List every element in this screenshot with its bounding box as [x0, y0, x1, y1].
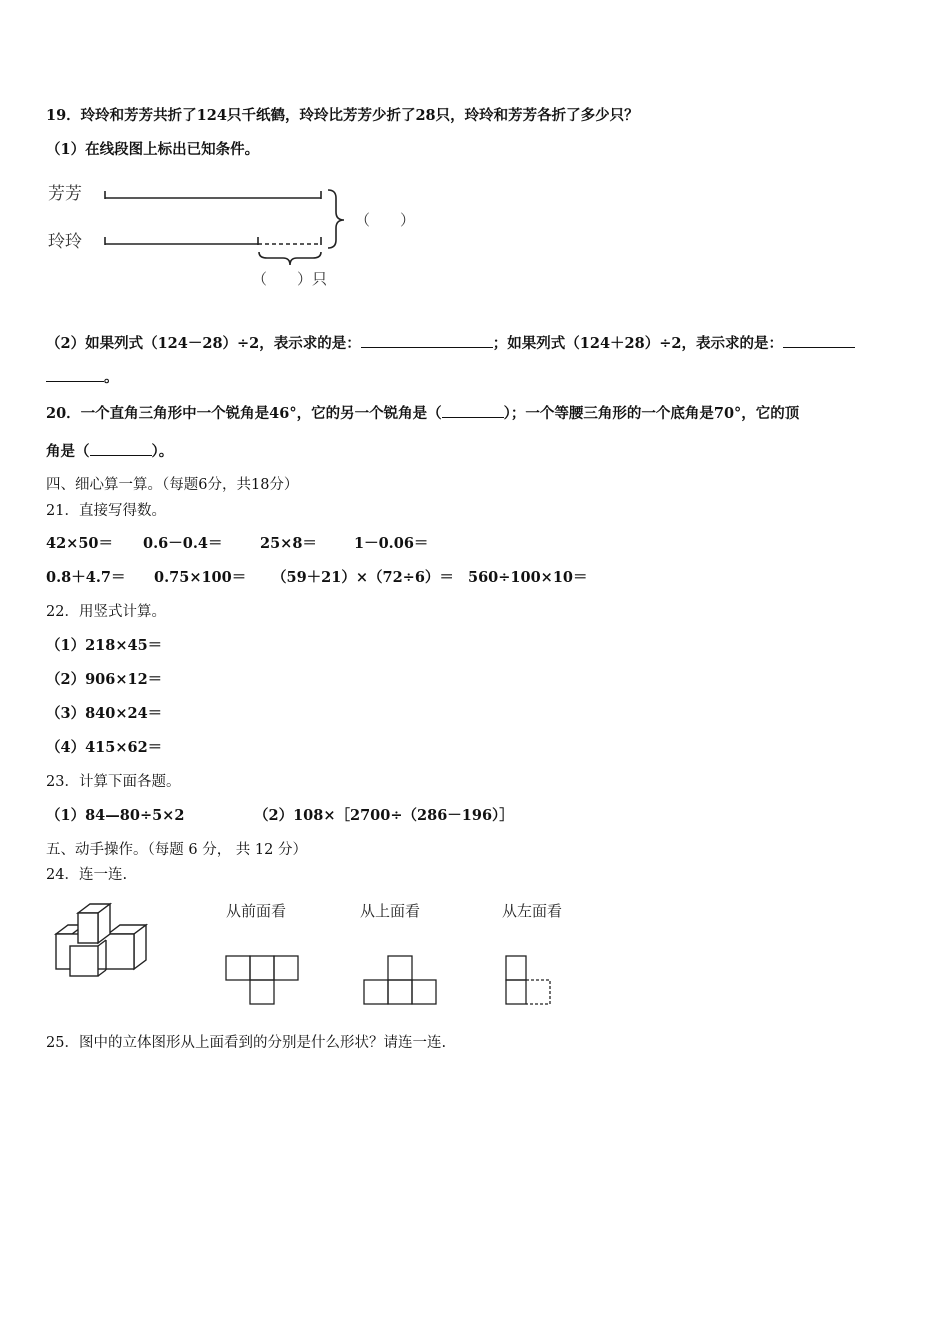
- cube-stack-figure: [48, 898, 158, 980]
- q21-item: 25×8＝: [260, 535, 317, 552]
- section5-heading: 五、动手操作。（每题 6 分， 共 12 分）: [46, 842, 307, 858]
- q20-line2-b: ）。: [151, 443, 174, 460]
- q19-part2: [46, 332, 855, 353]
- q21-item: 42×50＝: [46, 535, 114, 552]
- q20-line2: [46, 440, 173, 461]
- q19-part2-a: （2）如果列式（124－28）÷2，表示求的是：: [46, 335, 361, 352]
- q20-blank-1[interactable]: [442, 403, 504, 418]
- label-lingling: 玲玲: [48, 232, 82, 252]
- view-label-left: 从左面看: [502, 902, 563, 920]
- view-labels: [220, 900, 580, 1010]
- q21-item: 0.8＋4.7＝: [46, 569, 126, 586]
- q23-item-1: （1）84—80÷5×2: [46, 807, 185, 824]
- diff-blank: （ ）只: [252, 270, 328, 288]
- q21-item: 0.75×100＝: [154, 569, 247, 586]
- q20-line1-b: ）；一个等腰三角形的一个底角是70°，它的顶: [503, 405, 800, 422]
- diff-brace: [259, 252, 321, 265]
- total-brace: [328, 190, 344, 248]
- total-blank: （ ）: [355, 211, 416, 229]
- section4-heading: 四、细心算一算。（每题6分，共18分）: [46, 477, 299, 493]
- left-view-shape[interactable]: [506, 956, 550, 1004]
- q24-title: 24．连一连.: [46, 867, 128, 883]
- q22-item-4: （4）415×62＝: [46, 739, 163, 756]
- q21-title: 21．直接写得数。: [46, 503, 166, 519]
- q19-part2-b: ；如果列式（124＋28）÷2，表示求的是：: [492, 335, 783, 352]
- view-label-top: 从上面看: [360, 902, 421, 920]
- q22-item-3: （3）840×24＝: [46, 705, 163, 722]
- q22-title: 22．用竖式计算。: [46, 604, 166, 620]
- q21-item: 0.6－0.4＝: [143, 535, 223, 552]
- answer-blank-2[interactable]: [783, 333, 855, 348]
- q22-item-1: （1）218×45＝: [46, 637, 163, 654]
- q23-item-2: （2）108×［2700÷（286－196）］: [254, 807, 514, 824]
- answer-blank-2-cont[interactable]: [46, 367, 104, 382]
- q21-row1: [46, 532, 428, 553]
- q19-part2-end: 。: [104, 369, 119, 386]
- fang-segment: [105, 191, 321, 199]
- segment-diagram: [40, 172, 440, 297]
- q21-item: 560÷100×10＝: [468, 569, 588, 586]
- answer-blank-1[interactable]: [361, 333, 493, 348]
- q20-line1-a: 20．一个直角三角形中一个锐角是46°，它的另一个锐角是（: [46, 405, 442, 422]
- top-view-shape[interactable]: [364, 956, 436, 1004]
- label-fangfang: 芳芳: [48, 184, 82, 204]
- view-label-front: 从前面看: [226, 902, 287, 920]
- q23-items: [46, 804, 514, 825]
- q20-blank-2[interactable]: [90, 441, 152, 456]
- q19-part1: （1）在线段图上标出已知条件。: [46, 141, 260, 158]
- front-view-shape[interactable]: [226, 956, 298, 1004]
- q25-title: 25．图中的立体图形从上面看到的分别是什么形状？请连一连.: [46, 1035, 447, 1051]
- q23-title: 23．计算下面各题。: [46, 774, 181, 790]
- q21-item: 1－0.06＝: [354, 535, 429, 552]
- q21-row2: [46, 566, 588, 587]
- q19-title: 19．玲玲和芳芳共折了124只千纸鹤，玲玲比芳芳少折了28只，玲玲和芳芳各折了多少只？: [46, 107, 639, 124]
- q20-line1: [46, 402, 799, 423]
- q22-item-2: （2）906×12＝: [46, 671, 163, 688]
- q20-line2-a: 角是（: [46, 443, 90, 460]
- q21-item: （59＋21）×（72÷6）＝: [272, 569, 454, 586]
- ling-segment: [105, 237, 321, 245]
- q19-part2-cont: [46, 366, 119, 387]
